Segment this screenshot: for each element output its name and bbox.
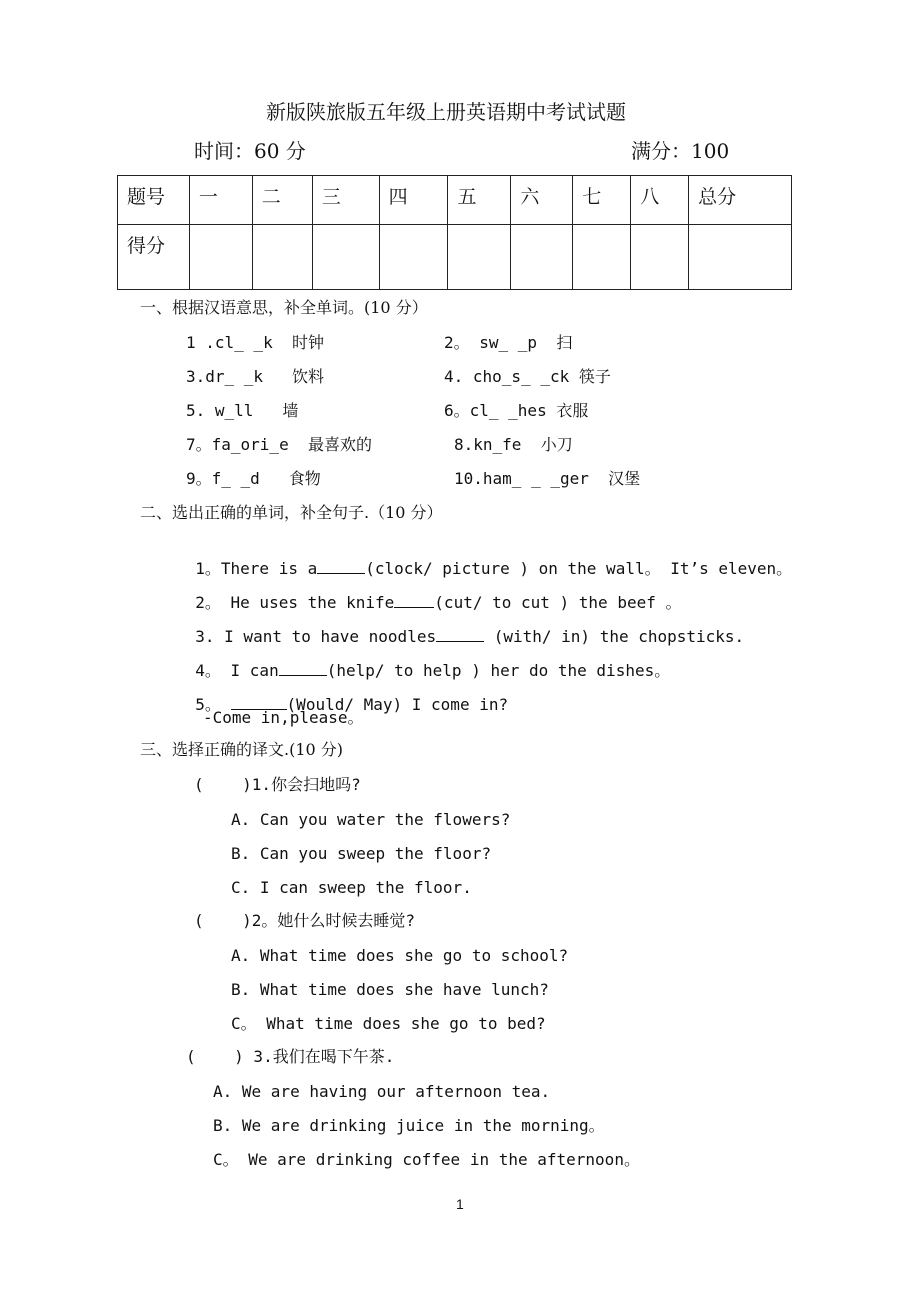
score-cell[interactable] [312, 225, 379, 290]
sentence-end: (clock/ picture ) on the wall。 It’s eleven。 [365, 559, 793, 578]
score-cell[interactable] [252, 225, 312, 290]
page-title: 新版陕旅版五年级上册英语期中考试试题 [266, 100, 626, 124]
section1-item: 10.ham_ _ _ger 汉堡 [454, 469, 641, 488]
sentence-start: 3. I want to have noodles [195, 627, 437, 646]
sentence-end: (cut/ to cut ) the beef 。 [434, 593, 682, 612]
question-1-option-c: C. I can sweep the floor. [231, 878, 472, 897]
header-cell-6: 六 [511, 176, 573, 225]
header-cell-7: 七 [573, 176, 631, 225]
question-1-option-b: B. Can you sweep the floor? [231, 844, 492, 863]
sentence-end: (with/ in) the chopsticks. [484, 627, 745, 646]
section2-reply: -Come in,please。 [203, 708, 364, 727]
score-cell[interactable] [189, 225, 252, 290]
exam-time: 时间：60 分 [194, 139, 306, 163]
sentence-start: 5。 [195, 695, 231, 714]
question-2-stem: ( )2。她什么时候去睡觉? [194, 911, 416, 930]
score-cell[interactable] [379, 225, 448, 290]
score-cell[interactable] [573, 225, 631, 290]
header-cell-5: 五 [448, 176, 511, 225]
header-cell-2: 二 [252, 176, 312, 225]
question-1-option-a: A. Can you water the flowers? [231, 810, 511, 829]
section1-item: 9。f_ _d 食物 [186, 469, 321, 488]
header-cell-1: 一 [189, 176, 252, 225]
section1-heading: 一、根据汉语意思，补全单词。(10 分） [140, 298, 428, 317]
score-table [117, 175, 792, 290]
score-cell[interactable] [511, 225, 573, 290]
section3-heading: 三、选择正确的译文.(10 分) [140, 740, 344, 759]
question-2-option-b: B. What time does she have lunch? [231, 980, 549, 999]
question-3-option-a: A. We are having our afternoon tea. [213, 1082, 551, 1101]
header-cell-3: 三 [312, 176, 379, 225]
section1-item: 7。fa_ori_e 最喜欢的 [186, 435, 372, 454]
section2-heading: 二、选出正确的单词，补全句子.（10 分） [140, 503, 443, 522]
sentence-start: 1。There is a [195, 559, 318, 578]
header-cell-question-no: 题号 [118, 176, 190, 225]
question-3-option-c: C。 We are drinking coffee in the afternoon。 [213, 1150, 640, 1169]
section1-item: 3.dr_ _k 饮料 [186, 367, 324, 386]
page-number: 1 [456, 1196, 464, 1212]
section1-item: 2。 sw_ _p 扫 [444, 333, 573, 352]
question-1-stem: ( )1.你会扫地吗? [194, 775, 361, 794]
question-2-option-a: A. What time does she go to school? [231, 946, 569, 965]
section1-item: 5. w_ll 墙 [186, 401, 299, 420]
score-cell-total[interactable] [689, 225, 792, 290]
full-score: 满分：100 [631, 139, 730, 163]
question-3-stem: ( ) 3.我们在喝下午茶. [186, 1047, 395, 1066]
section1-item: 6。cl_ _hes 衣服 [444, 401, 589, 420]
question-2-option-c: C。 What time does she go to bed? [231, 1014, 546, 1033]
section1-item: 4. cho_s_ _ck 筷子 [444, 367, 611, 386]
question-3-option-b: B. We are drinking juice in the morning。 [213, 1116, 605, 1135]
header-cell-total: 总分 [689, 176, 792, 225]
section1-item: 8.kn_fe 小刀 [454, 435, 573, 454]
sentence-end: (help/ to help ) her do the dishes。 [326, 661, 671, 680]
header-cell-8: 八 [631, 176, 689, 225]
score-cell[interactable] [448, 225, 511, 290]
section1-item: 1 .cl_ _k 时钟 [186, 333, 324, 352]
sentence-start: 4。 I can [195, 661, 279, 680]
score-label-cell: 得分 [118, 225, 190, 290]
sentence-start: 2。 He uses the knife [195, 593, 395, 612]
score-cell[interactable] [631, 225, 689, 290]
header-cell-4: 四 [379, 176, 448, 225]
sentence-end: (Would/ May) I come in? [286, 695, 509, 714]
